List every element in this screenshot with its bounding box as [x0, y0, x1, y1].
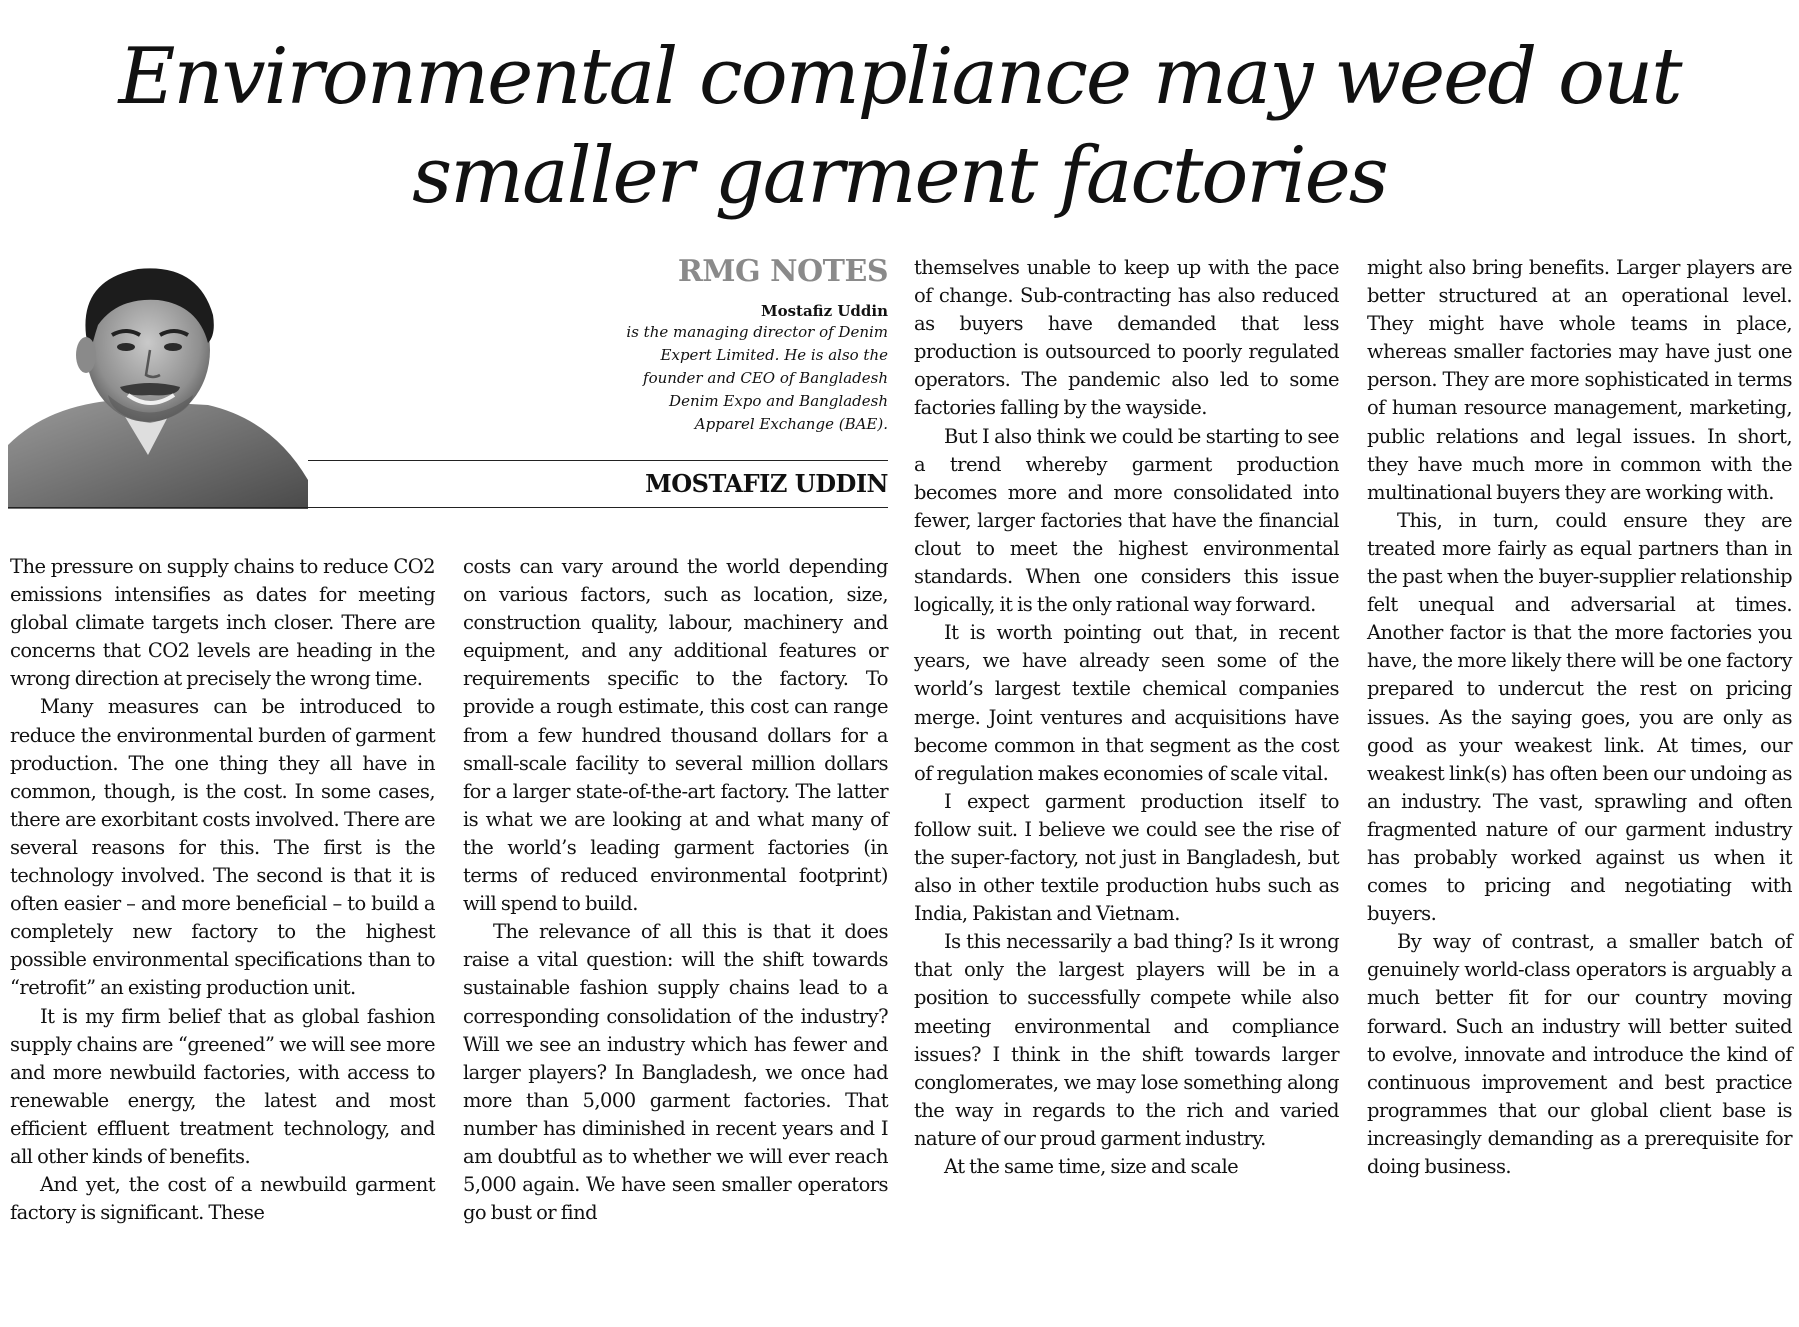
paragraph: It is worth pointing out that, in recent years, we have already seen some of the world’s largest textile chemical companies merge. Joint ventures and acquisitions have become common in that segment as the cost of regulation makes economies of scale vital. — [914, 621, 1339, 785]
paragraph: themselves unable to keep up with the pace of change. Sub-contracting has also reduced as buyers have demanded that less production is outsourced to poorly regulated operators. The pandemic also led to some factories falling by the wayside. — [914, 256, 1339, 420]
section-tag: RMG NOTES — [677, 254, 888, 289]
author-bio-line: Expert Limited. He is also the — [660, 346, 888, 364]
paragraph: But I also think we could be starting to see a trend whereby garment production becomes more and more consolidated into fewer, larger factories that have the financial clout to meet the highest environmental standards. When one considers this issue logically, it is the only rational way forward. — [914, 424, 1339, 617]
author-name-small: Mostafiz Uddin — [760, 302, 888, 320]
author-bio-line: founder and CEO of Bangladesh — [643, 369, 888, 387]
paragraph: might also bring benefits. Larger players are better structured at an operational level. They might have whole teams in place, whereas smaller factories may have just one person. They are more sophisticated in terms of human resource management, marketing, public relations and legal issues. In short, they have much more in common with the multinational buyers they are working with. — [1367, 256, 1792, 504]
byline-divider — [308, 460, 888, 461]
paragraph: The relevance of all this is that it does raise a vital question: will the shift towards sustainable fashion supply chains lead to a corresponding consolidation of the industry? Will we see an industry which has fewer and larger players? In Bangladesh, we once had more than 5,000 garment factories. That number has diminished in recent years and I am doubtful as to whether we will ever reach 5,000 again. We have seen smaller operators go bust or find — [463, 920, 888, 1225]
byline-bottom-rule — [8, 507, 888, 508]
paragraph: By way of contrast, a smaller batch of genuinely world-class operators is arguably a much better fit for our country moving forward. Such an industry will better suited to evolve, innovate and introduce the kind of continuous improvement and best practice programmes that our global client base is increasingly demanding as a prerequisite for doing business. — [1367, 930, 1792, 1178]
paragraph: I expect garment production itself to follow suit. I believe we could see the rise of the super-factory, not just in Bangladesh, but also in other textile production hubs such as India, Pakistan and Vietnam. — [914, 789, 1339, 926]
paragraph: The pressure on supply chains to reduce CO2 emissions intensifies as dates for meeting global climate targets inch closer. There are concerns that CO2 levels are heading in the wrong direction at precisely the wrong time. — [10, 555, 435, 691]
byline-block — [8, 255, 888, 509]
article-headline — [0, 28, 1799, 226]
article-column-3 — [914, 254, 1339, 1181]
paragraph: costs can vary around the world depending on various factors, such as location, size, construction quality, labour, machinery and equipment, and any additional features or requirements specific to the factory. To provide a rough estimate, this cost can range from a few hundred thousand dollars for a small-scale facility to several million dollars for a larger state-of-the-art factory. The latter is what we are looking at and what many of the world’s leading garment factories (in terms of reduced environmental footprint) will spend to build. — [463, 555, 888, 916]
article-column-4 — [1367, 254, 1792, 1181]
author-bio-line: Denim Expo and Bangladesh — [669, 392, 888, 410]
paragraph: It is my firm belief that as global fashion supply chains are “greened” we will see more and more newbuild factories, with access to renewable energy, the latest and most efficient effluent treatment technology, and all other kinds of benefits. — [10, 1004, 435, 1168]
article-column-1 — [10, 553, 435, 1227]
author-bio-line: Apparel Exchange (BAE). — [694, 415, 888, 433]
paragraph: At the same time, size and scale — [944, 1155, 1239, 1178]
paragraph: Many measures can be introduced to reduce the environmental burden of garment production. The one thing they all have in common, though, is the cost. In some cases, there are exorbitant costs involved. There are several reasons for this. The first is the technology involved. The second is that it is often easier – and more beneficial – to build a completely new factory to the highest possible environmental specifications than to “retrofit” an existing production unit. — [10, 695, 435, 1000]
author-bio-line: is the managing director of Denim — [626, 323, 888, 341]
headline-line-2: smaller garment factories — [412, 131, 1387, 221]
author-bio — [468, 321, 888, 436]
author-box — [468, 255, 888, 436]
paragraph: Is this necessarily a bad thing? Is it wrong that only the largest players will be in a position to successfully compete while also meeting environmental and compliance issues? I think in the shift towards larger conglomerates, we may lose something along the way in regards to the rich and varied nature of our proud garment industry. — [914, 930, 1339, 1150]
author-name-big: MOSTAFIZ UDDIN — [645, 469, 888, 498]
article-column-2 — [463, 553, 888, 1227]
headline-line-1: Environmental compliance may weed out — [118, 32, 1681, 122]
paragraph: This, in turn, could ensure they are treated more fairly as equal partners than in the past when the buyer-supplier relationship felt unequal and adversarial at times. Another factor is that the more factories you have, the more likely there will be one factory prepared to undercut the rest on pricing issues. As the saying goes, you are only as good as your weakest link. At times, our weakest link(s) has often been our undoing as an industry. The vast, sprawling and often fragmented nature of our garment industry has probably worked against us when it comes to pricing and negotiating with buyers. — [1367, 508, 1792, 926]
paragraph: And yet, the cost of a newbuild garment factory is significant. These — [10, 1173, 435, 1225]
author-portrait — [8, 255, 308, 509]
